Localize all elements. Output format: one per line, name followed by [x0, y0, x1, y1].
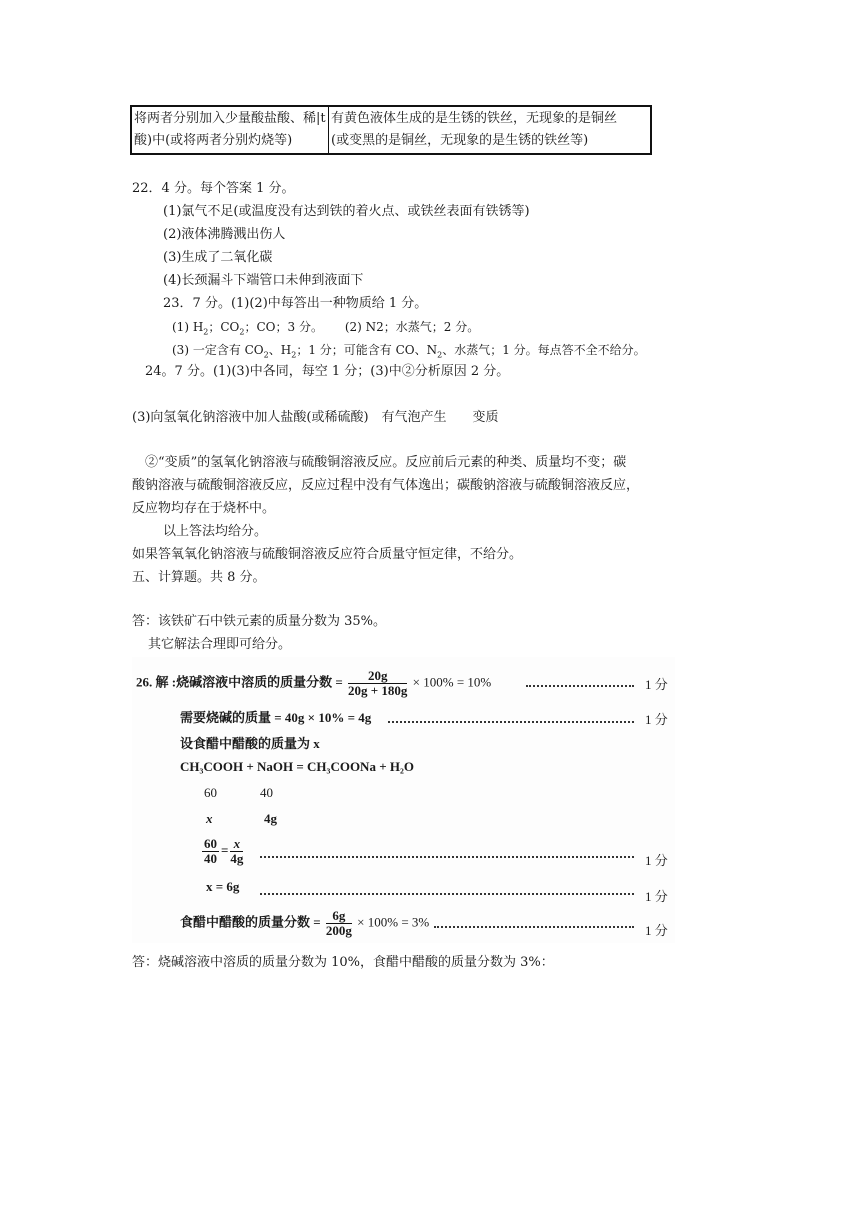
q26-proportion: $\frac{60}{40}$ = $\frac{x}{4g}$ — [204, 836, 244, 866]
q26-result-x: x = 6g — [206, 879, 240, 894]
q22-heading: 22．4 分。每个答案 1 分。 — [132, 181, 295, 196]
q22-answer-4: (4)长颈漏斗下端管口未伸到液面下 — [163, 273, 364, 288]
q26-equation: CH₃COOH + NaOH = CH₃COONa + H₂O — [180, 759, 414, 774]
q26-line-3: 设食醋中醋酸的质量为 x — [180, 736, 320, 751]
score-mark: 1 分 — [645, 712, 668, 727]
dotted-leader — [388, 721, 634, 723]
q23-answer-1: (1) $H_2$；$CO_2$；CO；3 分。 (2) N2；水蒸气；2 分。 — [172, 320, 480, 337]
q22-answer-3: (3)生成了二氧化碳 — [163, 250, 273, 265]
table-result-line-2: (或变黑的是铜丝，无现象的是生锈的铁丝等) — [331, 133, 589, 148]
q26-molar-mass-1: 60 — [204, 785, 217, 800]
fraction: $\frac{6g}{200g}$ — [325, 908, 352, 938]
table-result-line-1: 有黄色液体生成的是生锈的铁丝，无现象的是铜丝 — [331, 111, 618, 126]
q24-heading: 24。7 分。(1)(3)中各同，每空 1 分；(3)中②分析原因 2 分。 — [145, 364, 510, 379]
q22-answer-2: (2)液体沸腾溅出伤人 — [163, 227, 286, 242]
q25-note: 其它解法合理即可给分。 — [148, 637, 292, 652]
score-mark: 1 分 — [645, 889, 668, 904]
q23-answer-3: (3) 一定含有 $CO_2$、$H_2$；1 分；可能含有 CO、$N_2$、水蒸气；1 分。每点答不全不给分。 — [172, 343, 646, 360]
section-5-heading: 五、计算题。共 8 分。 — [132, 570, 266, 585]
q26-answer: 答：烧碱溶液中溶质的质量分数为 10%，食醋中醋酸的质量分数为 3%： — [132, 955, 554, 970]
dotted-leader — [526, 685, 634, 687]
score-mark: 1 分 — [645, 853, 668, 868]
q24-answer-3: (3)向氢氧化钠溶液中加人盐酸(或稀硫酸) 有气泡产生 变质 — [132, 410, 499, 425]
q26-unknown: x — [206, 811, 213, 826]
table-cell-result — [329, 106, 652, 154]
q24-paragraph-2: 酸钠溶液与硫酸铜溶液反应，反应过程中没有气体逸出；碳酸钠溶液与硫酸铜溶液反应， — [132, 478, 640, 493]
q26-molar-mass-2: 40 — [260, 785, 273, 800]
q24-note-1: 以上答法均给分。 — [163, 524, 268, 539]
table-cell-method: 将两者分别加入少量酸盐酸、稀|t酸)中(或将两者分别灼烧等) — [131, 106, 329, 154]
dotted-leader — [260, 893, 634, 895]
score-mark: 1 分 — [645, 923, 668, 938]
answer-table — [130, 105, 652, 155]
fraction: $\frac{60}{40}$ — [204, 836, 217, 866]
score-mark: 1 分 — [645, 677, 668, 692]
q24-paragraph-1: ②“变质”的氢氧化钠溶液与硫酸铜溶液反应。反应前后元素的种类、质量均不变；碳 — [145, 455, 627, 470]
q25-answer: 答：该铁矿石中铁元素的质量分数为 35%。 — [132, 614, 387, 629]
q26-line-final: 食醋中醋酸的质量分数 = $\frac{6g}{200g}$ × 100% = 3% — [180, 908, 430, 938]
q24-paragraph-3: 反应物均存在于烧杯中。 — [132, 501, 276, 516]
q23-heading: 23．7 分。(1)(2)中每答出一种物质给 1 分。 — [163, 296, 428, 311]
dotted-leader — [260, 856, 634, 858]
q26-line-1: 26. 解 :烧碱溶液中溶质的质量分数 = $\frac{20g}{20g + 180g}$ × 100% = 10% — [136, 668, 492, 698]
dotted-leader — [434, 926, 634, 928]
q26-solution-image — [132, 657, 675, 943]
fraction: $\frac{20g}{20g + 180g}$ — [348, 668, 408, 698]
q24-note-2: 如果答氧氧化钠溶液与硫酸铜溶液反应符合质量守恒定律，不给分。 — [132, 547, 523, 562]
q22-answer-1: (1)氯气不足(或温度没有达到铁的着火点、或铁丝表面有铁锈等) — [163, 204, 530, 219]
q26-line-2: 需要烧碱的质量 = 40g × 10% = 4g — [180, 710, 372, 725]
fraction: $\frac{x}{4g}$ — [230, 836, 244, 866]
q26-known-mass: 4g — [264, 811, 277, 826]
